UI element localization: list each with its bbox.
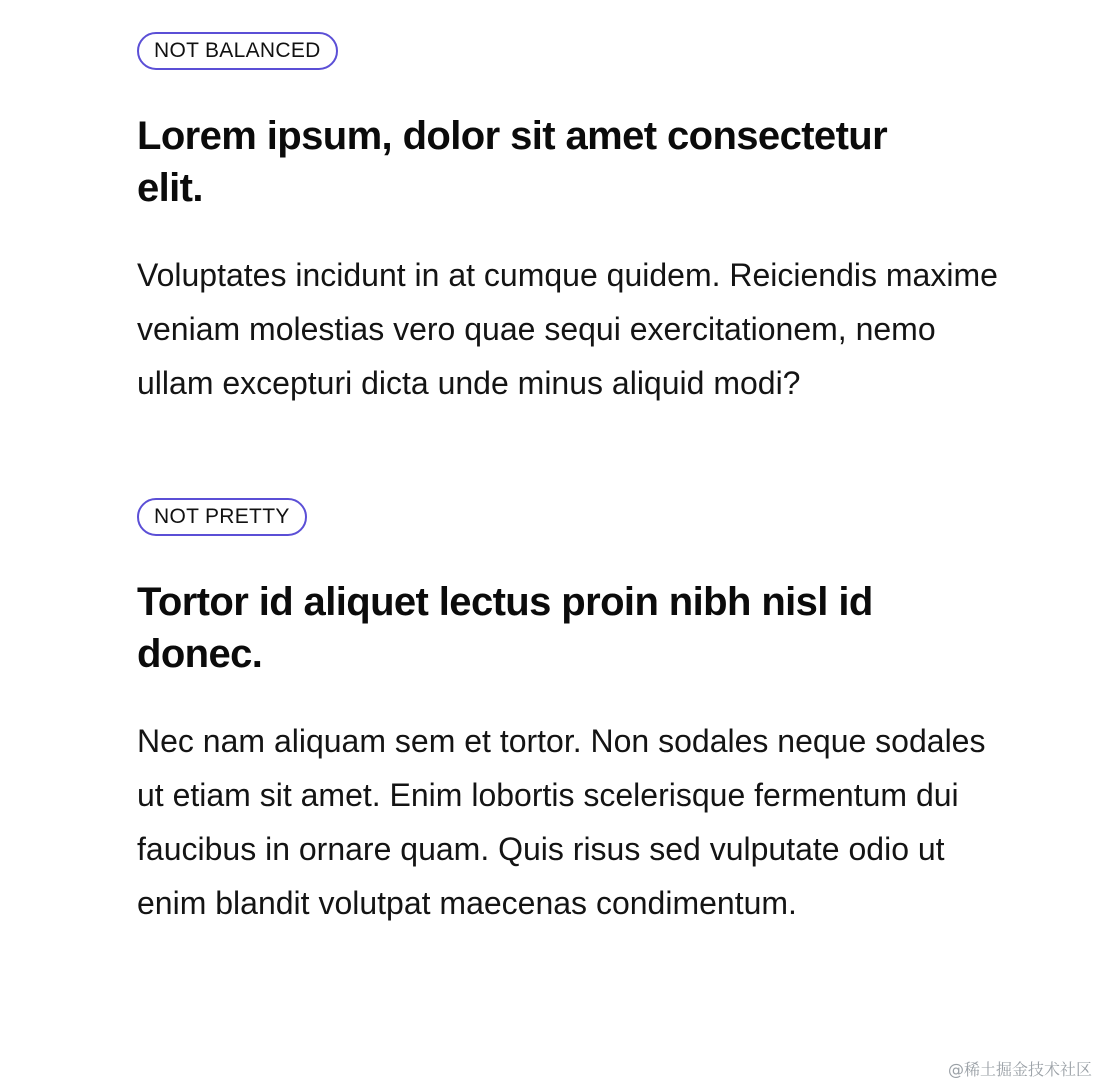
headline-not-balanced: Lorem ipsum, dolor sit amet consectetur elit. xyxy=(137,114,888,210)
section-not-pretty xyxy=(137,498,1017,930)
paragraph-not-pretty: Nec nam aliquam sem et tortor. Non sodales neque sodales ut etiam sit amet. Enim lobortis scelerisque fermentum dui faucibus in ornare quam. Quis risus sed vulputate odio ut enim blandit volutpat maecenas condimentum. xyxy=(137,723,986,921)
content-column xyxy=(137,32,1017,930)
badge-not-balanced: NOT BALANCED xyxy=(137,32,338,70)
watermark-text: @稀土掘金技术社区 xyxy=(947,1060,1092,1079)
badge-not-pretty: NOT PRETTY xyxy=(137,498,307,536)
section-not-balanced xyxy=(137,32,1017,410)
paragraph-not-balanced: Voluptates incidunt in at cumque quidem. Reiciendis maxime veniam molestias vero quae sequi exercitationem, nemo ullam excepturi dicta unde minus aliquid modi? xyxy=(137,257,998,401)
headline-not-pretty: Tortor id aliquet lectus proin nibh nisl id donec. xyxy=(137,580,873,676)
